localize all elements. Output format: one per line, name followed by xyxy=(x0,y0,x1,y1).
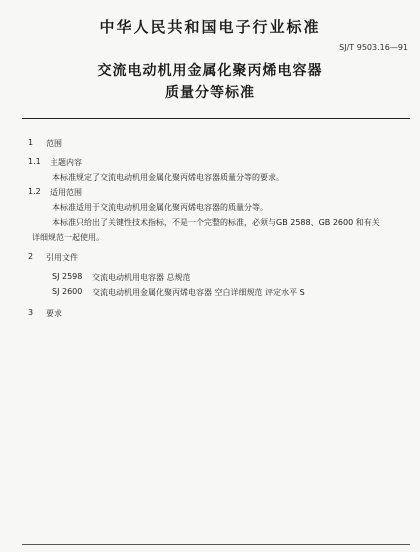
header-divider xyxy=(22,118,410,119)
reference-2-title: 交流电动机用金属化聚丙烯电容器 空白详细规范 评定水平 S xyxy=(92,288,305,297)
bottom-edge-line xyxy=(22,544,410,545)
document-number: SJ/T 9503.16—91 xyxy=(339,43,408,52)
section-1-2-body-line3: 详细规范一起使用。 xyxy=(32,233,104,242)
section-2-title: 引用文件 xyxy=(46,253,78,262)
section-1-2-body-line2: 本标准只给出了关键性技术指标，不是一个完整的标准，必须与GB 2588、GB 2600 和有关 xyxy=(52,218,380,227)
document-title-line2: 质量分等标准 xyxy=(165,85,255,101)
section-2-number: 2 xyxy=(28,252,34,261)
reference-2-code: SJ 2600 xyxy=(52,287,83,296)
section-1-number: 1 xyxy=(28,138,34,147)
section-1-2-number: 1.2 xyxy=(28,187,41,196)
section-1-1-title: 主题内容 xyxy=(50,158,82,167)
section-1-1-number: 1.1 xyxy=(28,157,41,166)
reference-1-code: SJ 2598 xyxy=(52,272,83,281)
section-3-title: 要求 xyxy=(46,309,62,318)
section-3-number: 3 xyxy=(28,308,34,317)
document-title-line1: 交流电动机用金属化聚丙烯电容器 xyxy=(97,63,323,79)
section-1-2-body-line1: 本标准适用于交流电动机用金属化聚丙烯电容器的质量分等。 xyxy=(52,203,268,212)
section-1-title: 范围 xyxy=(46,139,62,148)
standard-header: 中华人民共和国电子行业标准 xyxy=(99,18,321,36)
section-1-2-title: 适用范围 xyxy=(50,188,82,197)
section-1-1-body: 本标准规定了交流电动机用金属化聚丙烯电容器质量分等的要求。 xyxy=(52,173,284,182)
reference-1-title: 交流电动机用电容器 总规范 xyxy=(92,273,191,282)
